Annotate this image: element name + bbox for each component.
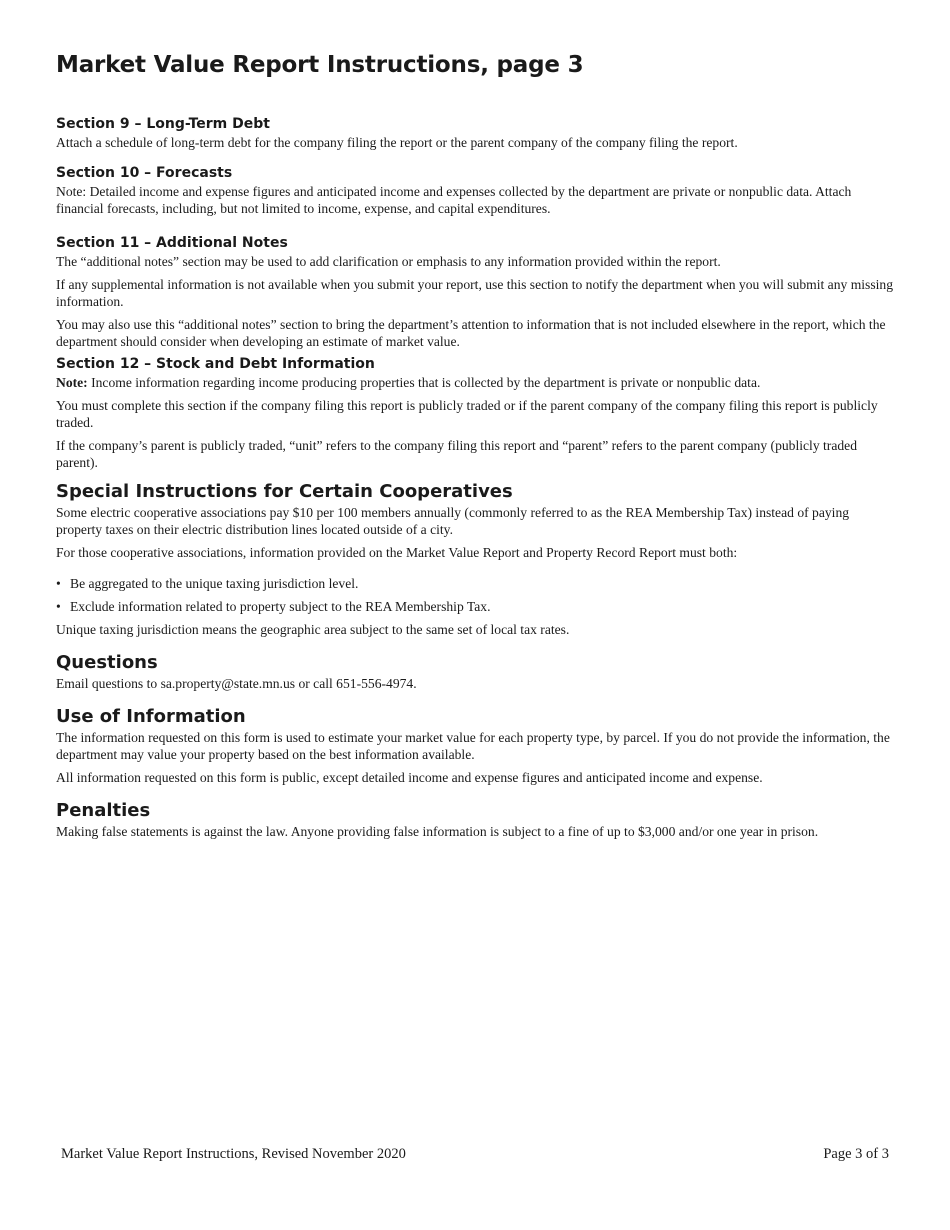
document-page xyxy=(56,52,894,856)
footer-document-title: Market Value Report Instructions, Revised November 2020 xyxy=(61,1146,406,1162)
use-of-information-section xyxy=(56,706,894,786)
cooperatives-text-2: For those cooperative associations, information provided on the Market Value Report and Property Record Report must both: xyxy=(56,545,738,560)
use-of-information-text-1: The information requested on this form is used to estimate your market value for each property type, by parcel. If you do not provide the information, the department may value your property based on the best information available. xyxy=(56,730,890,762)
cooperatives-heading: Special Instructions for Certain Cooperatives xyxy=(56,481,513,502)
cooperatives-text-3: Unique taxing jurisdiction means the geographic area subject to the same set of local tax rates. xyxy=(56,622,570,637)
section-10 xyxy=(56,165,894,217)
note-text: Income information regarding income producing properties that is collected by the department is private or nonpublic data. xyxy=(87,375,761,390)
questions-heading: Questions xyxy=(56,652,158,673)
section-10-text: Note: Detailed income and expense figures and anticipated income and expenses collected by the department are private or nonpublic data. Attach financial forecasts, including, but not limited to income, expense, and capital expenditures. xyxy=(56,184,852,216)
section-12 xyxy=(56,356,894,471)
use-of-information-text-2: All information requested on this form is public, except detailed income and expense figures and anticipated income and expense. xyxy=(56,770,763,785)
note-label: Note: xyxy=(56,375,88,390)
section-9-heading: Section 9 – Long-Term Debt xyxy=(56,116,270,132)
section-11-text-1: The “additional notes” section may be used to add clarification or emphasis to any information provided within the report. xyxy=(56,254,721,269)
use-of-information-heading: Use of Information xyxy=(56,706,246,727)
section-12-note xyxy=(56,374,894,391)
bullet-icon: • xyxy=(56,599,61,614)
penalties-section xyxy=(56,800,894,840)
cooperatives-text-1: Some electric cooperative associations pay $10 per 100 members annually (commonly referred to as the REA Membership Tax) instead of paying property taxes on their electric distribution lines located outside of a city. xyxy=(56,505,850,537)
footer-page-number: Page 3 of 3 xyxy=(823,1146,889,1162)
cooperatives-section xyxy=(56,481,894,638)
list-item: • Exclude information related to property subject to the REA Membership Tax. xyxy=(56,599,491,614)
section-12-text-3: If the company’s parent is publicly traded, “unit” refers to the company filing this report and “parent” refers to the parent company (publicly traded parent). xyxy=(56,438,857,470)
questions-text: Email questions to sa.property@state.mn.us or call 651-556-4974. xyxy=(56,676,417,691)
penalties-text: Making false statements is against the law. Anyone providing false information is subject to a fine of up to $3,000 and/or one year in prison. xyxy=(56,824,819,839)
section-9-text: Attach a schedule of long-term debt for the company filing the report or the parent company of the company filing the report. xyxy=(56,135,738,150)
list-item: • Be aggregated to the unique taxing jurisdiction level. xyxy=(56,576,359,591)
section-11-text-2: If any supplemental information is not available when you submit your report, use this section to notify the department when you will submit any missing information. xyxy=(56,277,894,309)
section-11-text-3: You may also use this “additional notes” section to bring the department’s attention to information that is not included elsewhere in the report, which the department should consider when developing an estimate of market value. xyxy=(56,317,886,349)
section-12-text-2: You must complete this section if the company filing this report is publicly traded or if the parent company of the company filing this report is publicly traded. xyxy=(56,398,878,430)
section-9 xyxy=(56,116,894,151)
section-11-heading: Section 11 – Additional Notes xyxy=(56,235,288,251)
page-title: Market Value Report Instructions, page 3 xyxy=(56,52,584,78)
section-11 xyxy=(56,235,894,350)
cooperatives-bullet-list xyxy=(56,575,894,615)
bullet-icon: • xyxy=(56,576,61,591)
questions-section xyxy=(56,652,894,692)
section-10-heading: Section 10 – Forecasts xyxy=(56,165,233,181)
section-12-heading: Section 12 – Stock and Debt Information xyxy=(56,356,375,372)
penalties-heading: Penalties xyxy=(56,800,151,821)
